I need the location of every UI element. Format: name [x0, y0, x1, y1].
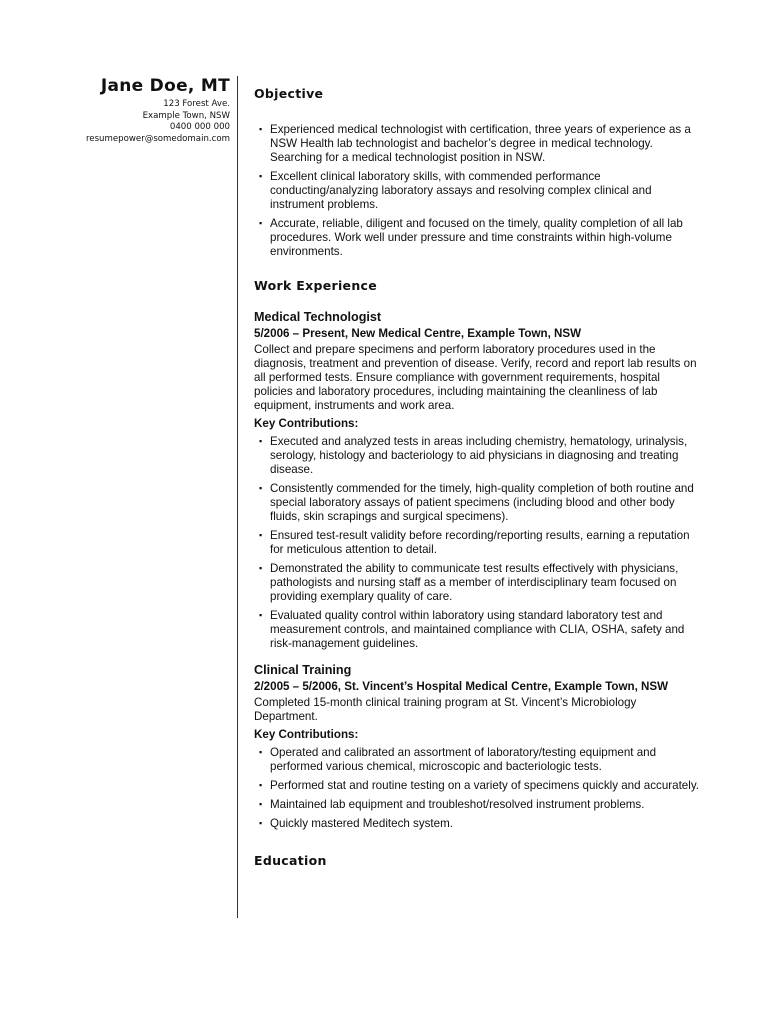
job-title: Clinical Training	[254, 663, 352, 677]
bullet-icon: ▪	[259, 436, 263, 446]
bullet-icon: ▪	[259, 218, 263, 228]
list-item: ▪ Executed and analyzed tests in areas including chemistry, hematology, urinalysis, serology, histology and bacteriology to aid physicians in diagnosing and treating disease.	[259, 435, 688, 476]
bullet-icon: ▪	[259, 171, 263, 181]
vertical-divider	[237, 76, 238, 918]
bullet-icon: ▪	[259, 799, 263, 809]
list-item: ▪ Excellent clinical laboratory skills, with commended performance conducting/analyzing laboratory assays and resolving complex clinical and instrument problems.	[259, 170, 652, 211]
list-item: ▪ Quickly mastered Meditech system.	[259, 817, 453, 830]
list-item: ▪ Demonstrated the ability to communicate test results effectively with physicians, pathologists and nursing staff as a member of interdisciplinary team focused on providing exemplary quality of care.	[259, 562, 679, 603]
candidate-name: Jane Doe, MT	[100, 76, 230, 96]
list-item: ▪ Performed stat and routine testing on a variety of specimens quickly and accurately.	[259, 779, 699, 792]
list-item: ▪ Evaluated quality control within laboratory using standard laboratory test and measurement controls, and maintained compliance with CLIA, OSHA, safety and risk-management guidelines.	[259, 609, 685, 650]
job-dates-employer: 5/2006 – Present, New Medical Centre, Example Town, NSW	[254, 327, 582, 340]
objective-heading: Objective	[254, 86, 324, 101]
list-item: ▪ Operated and calibrated an assortment of laboratory/testing equipment and performed various chemical, microscopic and bacteriologic tests.	[259, 746, 657, 773]
job-description: Collect and prepare specimens and perform laboratory procedures used in the diagnosis, treatment and prevention of disease. Verify, record and report lab results on all performed tests. Ensure compliance with government requirements, hospital policies and laboratory procedures, including maintaining the cleanliness of lab equipment, instruments and work area.	[254, 343, 697, 412]
job-entry-medical-technologist	[254, 310, 699, 651]
address-line-1: 123 Forest Ave.	[163, 99, 230, 109]
phone-number: 0400 000 000	[169, 122, 230, 132]
list-item: ▪ Ensured test-result validity before recording/reporting results, earning a reputation for meticulous attention to detail.	[259, 529, 690, 556]
contributions-list	[254, 746, 699, 831]
key-contributions-label: Key Contributions:	[254, 728, 359, 741]
job-dates-employer: 2/2005 – 5/2006, St. Vincent’s Hospital Medical Centre, Example Town, NSW	[254, 680, 669, 693]
job-entry-clinical-training	[254, 663, 699, 831]
key-contributions-label: Key Contributions:	[254, 417, 359, 430]
bullet-icon: ▪	[259, 780, 263, 790]
job-description: Completed 15-month clinical training program at St. Vincent’s Microbiology Department.	[254, 696, 637, 723]
work-experience-heading: Work Experience	[254, 278, 377, 293]
email-address: resumepower@somedomain.com	[85, 133, 230, 144]
bullet-icon: ▪	[259, 530, 263, 540]
contributions-list	[254, 435, 699, 651]
objective-list	[254, 123, 699, 259]
bullet-icon: ▪	[259, 563, 263, 573]
education-heading: Education	[254, 853, 327, 868]
list-item: ▪ Maintained lab equipment and troubleshot/resolved instrument problems.	[259, 798, 645, 811]
bullet-icon: ▪	[259, 124, 263, 134]
address-line-2: Example Town, NSW	[142, 110, 230, 121]
bullet-icon: ▪	[259, 818, 263, 828]
bullet-icon: ▪	[259, 610, 263, 620]
list-item: ▪ Experienced medical technologist with certification, three years of experience as a NSW Health lab technologist and bachelor’s degree in medical technology. Searching for a medical technologist position in NSW.	[259, 123, 691, 164]
contact-block	[40, 76, 230, 145]
list-item: ▪ Accurate, reliable, diligent and focused on the timely, quality completion of all lab procedures. Work well under pressure and time constraints within high-volume environments.	[259, 217, 683, 258]
bullet-icon: ▪	[259, 483, 263, 493]
list-item: ▪ Consistently commended for the timely, high-quality completion of both routine and special laboratory assays of patient specimens (including blood and other body fluids, skin scrapings and surgical specimens).	[259, 482, 694, 523]
bullet-icon: ▪	[259, 747, 263, 757]
job-title: Medical Technologist	[254, 310, 382, 324]
resume-body	[254, 86, 699, 868]
